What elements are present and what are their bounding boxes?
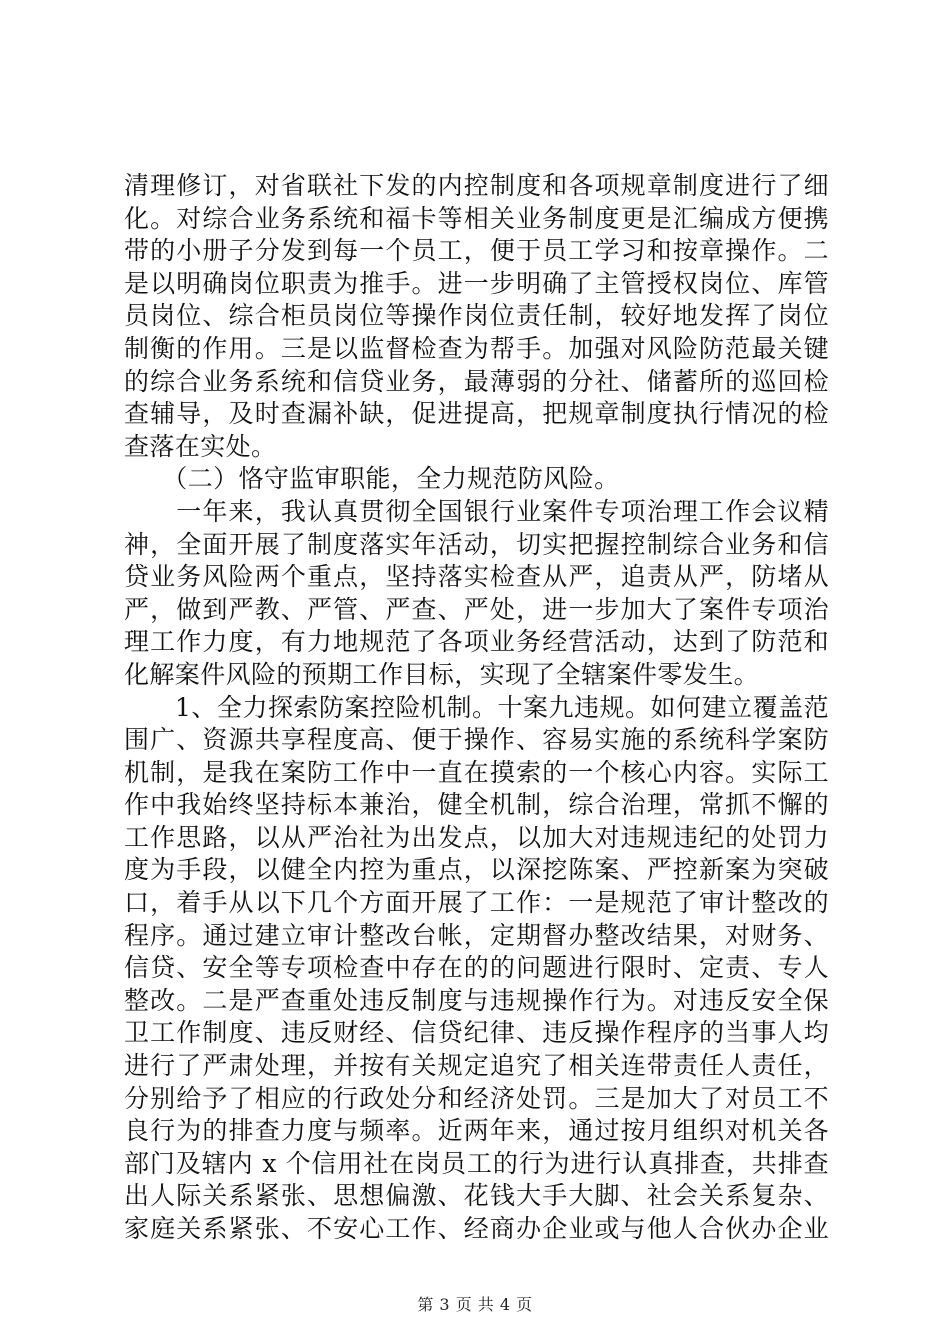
text-line: 分别给予了相应的行政处分和经济处罚。三是加大了对员工不	[124, 1083, 829, 1113]
document-body	[124, 170, 829, 1246]
text-line: 卫工作制度、违反财经、信贷纪律、违反操作程序的当事人均	[124, 1018, 829, 1048]
text-line: 查辅导，及时查漏补缺，促进提高，把规章制度执行情况的检	[124, 399, 829, 429]
text-line: 神，全面开展了制度落实年活动，切实把握控制综合业务和信	[124, 529, 829, 559]
text-line: 工作思路，以从严治社为出发点，以加大对违规违纪的处罚力	[124, 822, 829, 852]
text-line: 员岗位、综合柜员岗位等操作岗位责任制，较好地发挥了岗位	[124, 301, 829, 331]
text-line: 出人际关系紧张、思想偏激、花钱大手大脚、社会关系复杂、	[124, 1181, 829, 1211]
text-line: 良行为的排查力度与频率。近两年来，通过按月组织对机关各	[124, 1116, 829, 1146]
text-line: 信贷、安全等专项检查中存在的的问题进行限时、定责、专人	[124, 953, 829, 983]
text-line: 口，着手从以下几个方面开展了工作：一是规范了审计整改的	[124, 888, 829, 918]
text-line: 的综合业务系统和信贷业务，最薄弱的分社、储蓄所的巡回检	[124, 366, 829, 396]
text-line: 家庭关系紧张、不安心工作、经商办企业或与他人合伙办企业	[124, 1214, 829, 1243]
text-line: （二）恪守监审职能，全力规范防风险。	[124, 464, 620, 494]
text-line: 整改。二是严查重处违反制度与违规操作行为。对违反安全保	[124, 985, 829, 1015]
text-line: 围广、资源共享程度高、便于操作、容易实施的系统科学案防	[124, 725, 829, 755]
text-line: 一年来，我认真贯彻全国银行业案件专项治理工作会议精	[124, 496, 829, 526]
text-line: 清理修订，对省联社下发的内控制度和各项规章制度进行了细	[124, 171, 829, 200]
text-line: 程序。通过建立审计整改台帐，定期督办整改结果，对财务、	[124, 920, 829, 950]
text-line: 理工作力度，有力地规范了各项业务经营活动，达到了防范和	[124, 627, 829, 657]
text-line: 部门及辖内 x 个信用社在岗员工的行为进行认真排查，共排查	[124, 1148, 829, 1178]
text-line: 进行了严肃处理，并按有关规定追究了相关连带责任人责任，	[124, 1051, 829, 1081]
text-line: 1、全力探索防案控险机制。十案九违规。如何建立覆盖范	[124, 692, 829, 722]
text-line: 作中我始终坚持标本兼治，健全机制，综合治理，常抓不懈的	[124, 790, 829, 820]
text-line: 严，做到严教、严管、严查、严处，进一步加大了案件专项治	[124, 594, 829, 624]
text-line: 带的小册子分发到每一个员工，便于员工学习和按章操作。二	[124, 236, 829, 266]
text-line: 化解案件风险的预期工作目标，实现了全辖案件零发生。	[124, 659, 760, 689]
text-line: 贷业务风险两个重点，坚持落实检查从严，追责从严，防堵从	[124, 562, 829, 592]
text-line: 度为手段，以健全内控为重点，以深挖陈案、严控新案为突破	[124, 855, 829, 885]
text-line: 查落在实处。	[124, 431, 277, 461]
text-line: 化。对综合业务系统和福卡等相关业务制度更是汇编成方便携	[124, 203, 829, 233]
text-line: 是以明确岗位职责为推手。进一步明确了主管授权岗位、库管	[124, 268, 829, 298]
text-line: 制衡的作用。三是以监督检查为帮手。加强对风险防范最关键	[124, 333, 829, 363]
page-footer: 第 3 页 共 4 页	[417, 1295, 533, 1314]
text-line: 机制，是我在案防工作中一直在摸索的一个核心内容。实际工	[124, 757, 829, 787]
